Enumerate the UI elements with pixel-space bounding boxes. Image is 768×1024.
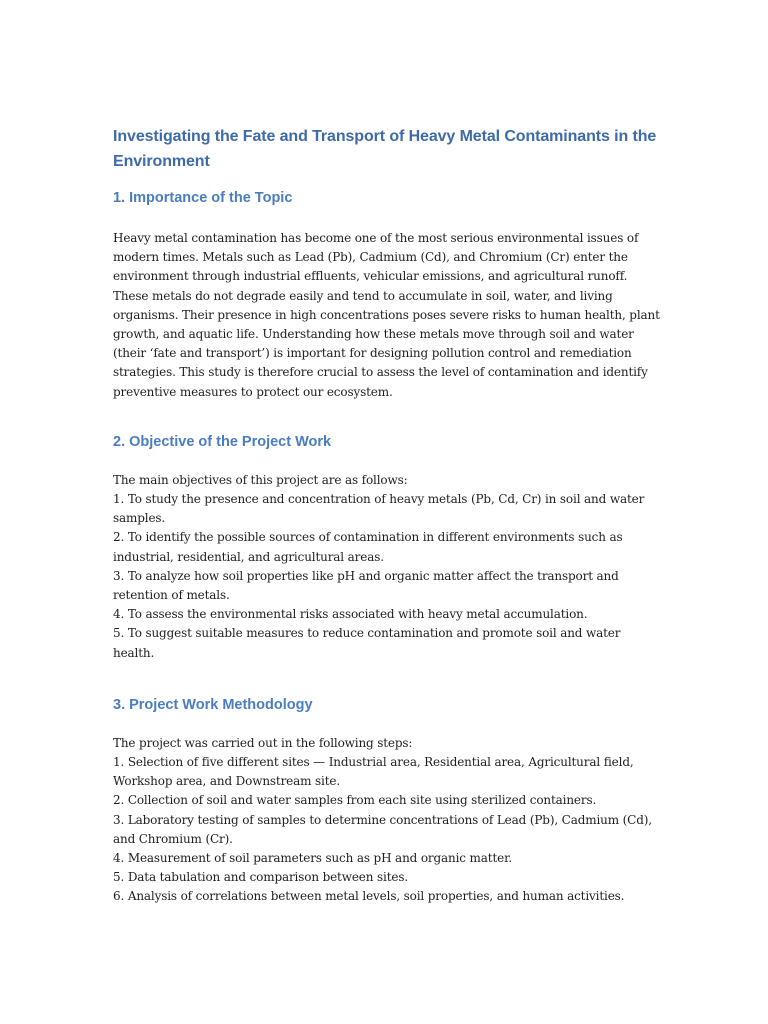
paragraph-line: industrial, residential, and agricultural areas. <box>113 549 384 564</box>
paragraph-line: The main objectives of this project are as follows: <box>113 472 408 487</box>
paragraph-line: 3. Laboratory testing of samples to determine concentrations of Lead (Pb), Cadmium (Cd), <box>113 812 652 827</box>
paragraph-line: 2. To identify the possible sources of contamination in different environments such as <box>113 530 623 545</box>
title-line: Environment <box>113 153 210 170</box>
paragraph-line: The project was carried out in the following steps: <box>113 735 413 750</box>
document-page <box>113 124 660 907</box>
paragraph-line: (their ‘fate and transport’) is important for designing pollution control and remediation <box>113 346 632 361</box>
paragraph-line: 4. Measurement of soil parameters such as pH and organic matter. <box>113 851 512 866</box>
paragraph-line: 4. To assess the environmental risks associated with heavy metal accumulation. <box>113 607 588 622</box>
paragraph-line: 6. Analysis of correlations between metal levels, soil properties, and human activities. <box>113 889 625 904</box>
paragraph-line: and Chromium (Cr). <box>113 831 233 846</box>
paragraph-line: 5. To suggest suitable measures to reduce contamination and promote soil and water <box>113 626 621 641</box>
paragraph-line: 1. To study the presence and concentration of heavy metals (Pb, Cd, Cr) in soil and water <box>113 492 645 507</box>
paragraph-line: organisms. Their presence in high concentrations poses severe risks to human health, plant <box>113 307 660 322</box>
section-paragraph-importance <box>113 229 660 402</box>
paragraph-line: health. <box>113 645 155 660</box>
paragraph-line: These metals do not degrade easily and tend to accumulate in soil, water, and living <box>113 288 613 303</box>
paragraph-line: samples. <box>113 511 166 526</box>
paragraph-line: Heavy metal contamination has become one of the most serious environmental issues of <box>113 231 639 245</box>
paragraph-line: retention of metals. <box>113 588 230 603</box>
paragraph-line: 2. Collection of soil and water samples from each site using sterilized containers. <box>113 793 597 808</box>
document-title <box>113 124 657 174</box>
paragraph-line: strategies. This study is therefore crucial to assess the level of contamination and identify <box>113 365 648 380</box>
paragraph-line: preventive measures to protect our ecosystem. <box>113 384 393 399</box>
section-heading-methodology: 3. Project Work Methodology <box>113 696 313 713</box>
section-heading-objective: 2. Objective of the Project Work <box>113 433 332 450</box>
paragraph-line: 1. Selection of five different sites — Industrial area, Residential area, Agricultural field, <box>113 755 634 770</box>
paragraph-line: Workshop area, and Downstream site. <box>113 774 341 789</box>
paragraph-line: 3. To analyze how soil properties like pH and organic matter affect the transport and <box>113 568 619 583</box>
title-line: Investigating the Fate and Transport of Heavy Metal Contaminants in the <box>113 128 657 145</box>
paragraph-line: environment through industrial effluents, vehicular emissions, and agricultural runoff. <box>113 269 628 284</box>
section-paragraph-objective <box>113 471 653 663</box>
paragraph-line: modern times. Metals such as Lead (Pb), Cadmium (Cd), and Chromium (Cr) enter the <box>113 250 628 265</box>
paragraph-line: 5. Data tabulation and comparison between sites. <box>113 870 408 885</box>
paragraph-line: growth, and aquatic life. Understanding how these metals move through soil and water <box>113 327 634 342</box>
section-heading-importance: 1. Importance of the Topic <box>113 190 293 206</box>
section-paragraph-methodology <box>113 734 653 907</box>
